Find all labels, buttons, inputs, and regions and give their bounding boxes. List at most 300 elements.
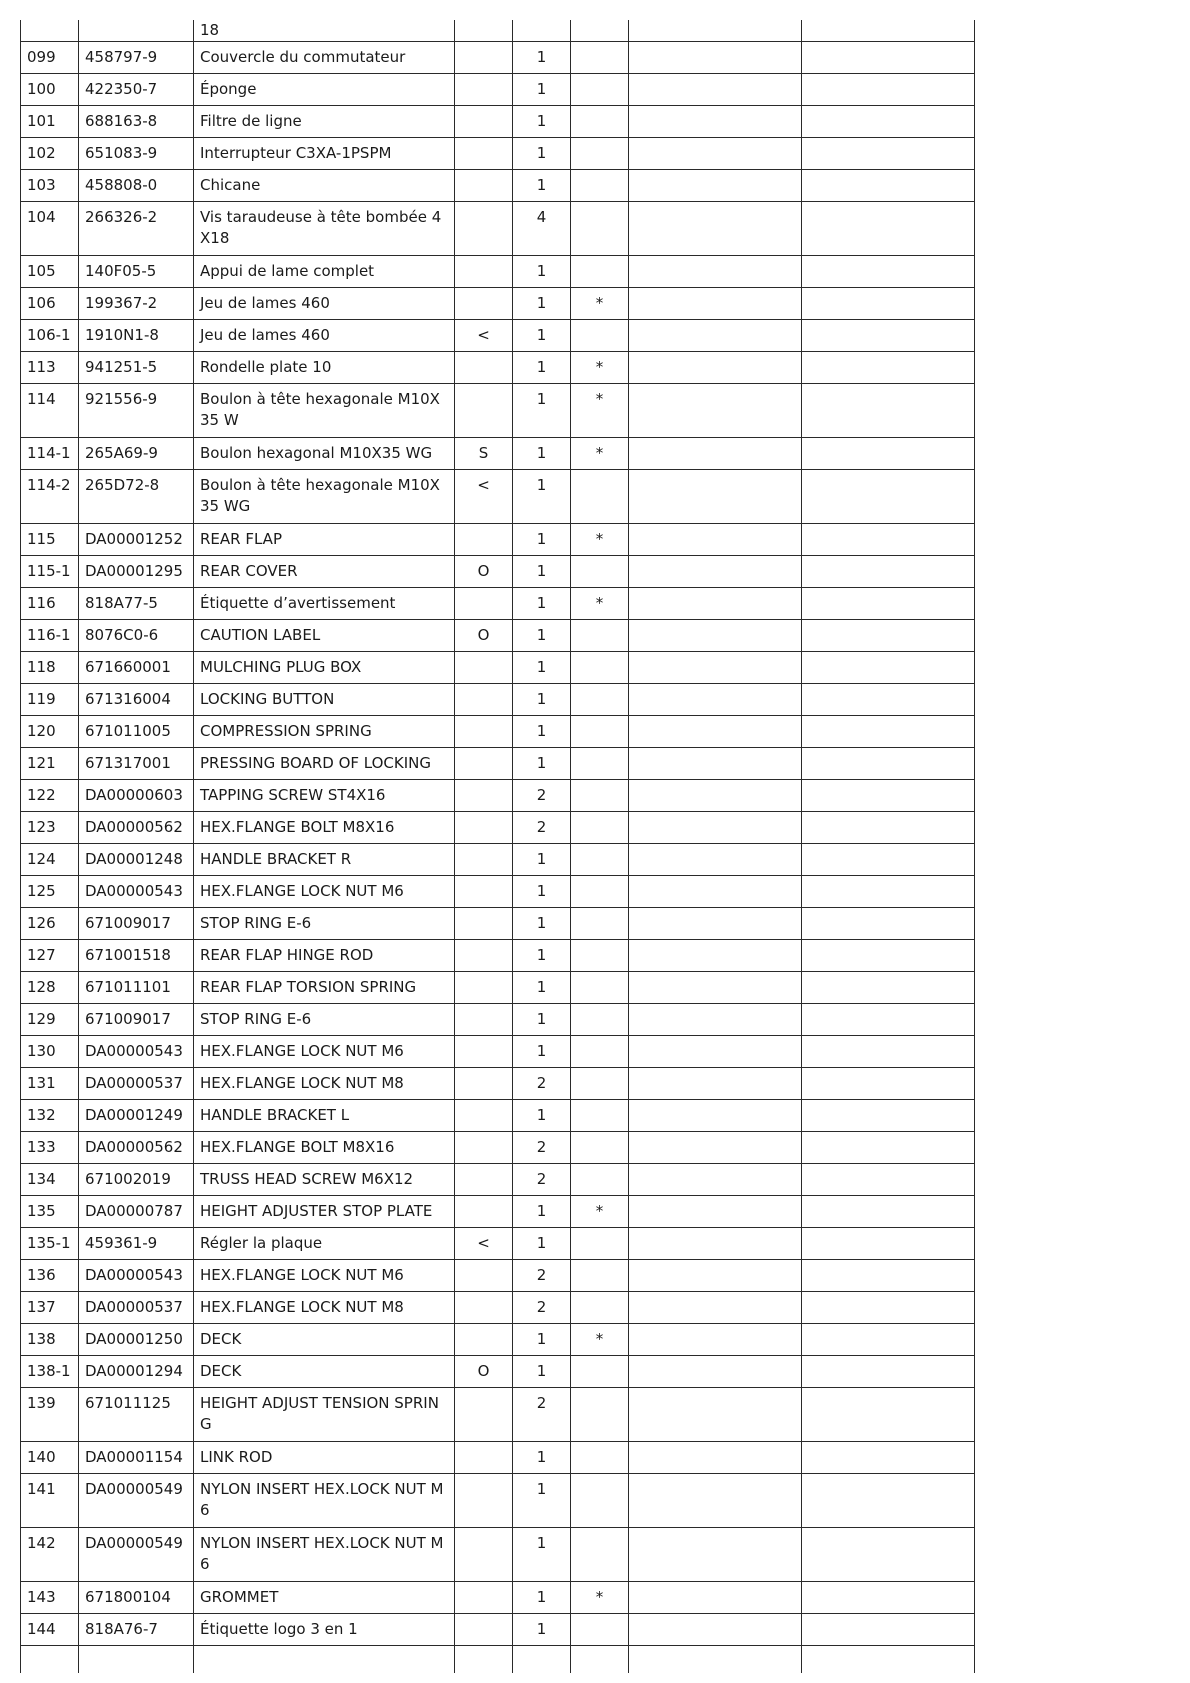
cell-no: 101 xyxy=(21,106,79,138)
cell-no: 115 xyxy=(21,524,79,556)
table-row xyxy=(21,908,975,940)
cell-desc: Jeu de lames 460 xyxy=(194,320,455,352)
cell-extra-1 xyxy=(629,1292,802,1324)
cell-mark xyxy=(571,684,629,716)
cell-extra-2 xyxy=(802,170,975,202)
cell-no: 129 xyxy=(21,1004,79,1036)
cell-desc: 18 xyxy=(194,20,455,42)
cell-desc: HEX.FLANGE LOCK NUT M6 xyxy=(194,876,455,908)
cell-desc: REAR FLAP xyxy=(194,524,455,556)
cell-extra-2 xyxy=(802,1388,975,1442)
cell-desc: Régler la plaque xyxy=(194,1228,455,1260)
cell-desc: TAPPING SCREW ST4X16 xyxy=(194,780,455,812)
cell-mark xyxy=(571,256,629,288)
cell-qty: 1 xyxy=(513,384,571,438)
table-row xyxy=(21,1292,975,1324)
cell-extra-1 xyxy=(629,588,802,620)
cell-qty: 2 xyxy=(513,1292,571,1324)
cell-extra-2 xyxy=(802,384,975,438)
cell-desc: NYLON INSERT HEX.LOCK NUT M6 xyxy=(194,1474,455,1528)
cell-chg xyxy=(455,170,513,202)
cell-extra-1 xyxy=(629,170,802,202)
cell-chg xyxy=(455,1036,513,1068)
cell-extra-2 xyxy=(802,138,975,170)
cell-no: 102 xyxy=(21,138,79,170)
cell-part: DA00001154 xyxy=(79,1442,194,1474)
cell-mark xyxy=(571,20,629,42)
cell-chg xyxy=(455,1164,513,1196)
table-row xyxy=(21,876,975,908)
table-row xyxy=(21,470,975,524)
cell-part: 140F05-5 xyxy=(79,256,194,288)
cell-no: 114 xyxy=(21,384,79,438)
cell-mark xyxy=(571,106,629,138)
cell-extra-1 xyxy=(629,1036,802,1068)
cell-extra-2 xyxy=(802,588,975,620)
cell-no: 119 xyxy=(21,684,79,716)
cell-no: 123 xyxy=(21,812,79,844)
table-row xyxy=(21,812,975,844)
cell-extra-2 xyxy=(802,1132,975,1164)
table-row xyxy=(21,556,975,588)
cell-desc: REAR FLAP TORSION SPRING xyxy=(194,972,455,1004)
cell-no: 128 xyxy=(21,972,79,1004)
cell-mark xyxy=(571,940,629,972)
cell-chg xyxy=(455,1388,513,1442)
cell-desc: LINK ROD xyxy=(194,1442,455,1474)
cell-desc: Couvercle du commutateur xyxy=(194,42,455,74)
parts-list-body xyxy=(21,20,975,1673)
cell-mark xyxy=(571,1292,629,1324)
cell-extra-2 xyxy=(802,1474,975,1528)
cell-part: 941251-5 xyxy=(79,352,194,384)
cell-extra-2 xyxy=(802,1356,975,1388)
cell-part: DA00000549 xyxy=(79,1528,194,1582)
cell-qty: 2 xyxy=(513,780,571,812)
cell-chg xyxy=(455,138,513,170)
cell-qty: 1 xyxy=(513,1442,571,1474)
cell-no: 124 xyxy=(21,844,79,876)
cell-chg xyxy=(455,42,513,74)
cell-chg xyxy=(455,972,513,1004)
table-row xyxy=(21,1528,975,1582)
cell-qty: 1 xyxy=(513,74,571,106)
table-row xyxy=(21,620,975,652)
table-row xyxy=(21,588,975,620)
cell-part: 651083-9 xyxy=(79,138,194,170)
table-row xyxy=(21,1324,975,1356)
cell-part: DA00000543 xyxy=(79,1036,194,1068)
cell-mark xyxy=(571,556,629,588)
cell-chg xyxy=(455,1260,513,1292)
cell-qty: 4 xyxy=(513,202,571,256)
cell-qty: 1 xyxy=(513,588,571,620)
cell-extra-2 xyxy=(802,876,975,908)
cell-extra-2 xyxy=(802,940,975,972)
cell-mark xyxy=(571,780,629,812)
table-row xyxy=(21,202,975,256)
cell-extra-1 xyxy=(629,1356,802,1388)
cell-part: DA00000562 xyxy=(79,812,194,844)
cell-part: 199367-2 xyxy=(79,288,194,320)
cell-chg xyxy=(455,684,513,716)
table-row xyxy=(21,972,975,1004)
cell-part: 422350-7 xyxy=(79,74,194,106)
cell-desc: GROMMET xyxy=(194,1582,455,1614)
cell-chg xyxy=(455,352,513,384)
cell-qty: 1 xyxy=(513,1036,571,1068)
cell-chg xyxy=(455,844,513,876)
cell-extra-2 xyxy=(802,1292,975,1324)
cell-part: 458797-9 xyxy=(79,42,194,74)
table-row xyxy=(21,352,975,384)
cell-empty xyxy=(571,1646,629,1674)
cell-extra-2 xyxy=(802,1582,975,1614)
cell-part: DA00001249 xyxy=(79,1100,194,1132)
table-row xyxy=(21,106,975,138)
cell-chg xyxy=(455,1004,513,1036)
cell-desc: REAR FLAP HINGE ROD xyxy=(194,940,455,972)
cell-mark xyxy=(571,1228,629,1260)
table-row xyxy=(21,1068,975,1100)
cell-chg: O xyxy=(455,1356,513,1388)
cell-part xyxy=(79,20,194,42)
cell-extra-2 xyxy=(802,106,975,138)
cell-desc: CAUTION LABEL xyxy=(194,620,455,652)
table-row xyxy=(21,1388,975,1442)
cell-no: 141 xyxy=(21,1474,79,1528)
cell-no: 142 xyxy=(21,1528,79,1582)
cell-chg xyxy=(455,1100,513,1132)
cell-extra-1 xyxy=(629,1196,802,1228)
cell-desc: LOCKING BUTTON xyxy=(194,684,455,716)
cell-no: 115-1 xyxy=(21,556,79,588)
cell-mark xyxy=(571,876,629,908)
cell-extra-2 xyxy=(802,256,975,288)
cell-mark xyxy=(571,1164,629,1196)
cell-extra-2 xyxy=(802,320,975,352)
cell-desc: Étiquette logo 3 en 1 xyxy=(194,1614,455,1646)
cell-mark xyxy=(571,1004,629,1036)
cell-part: 458808-0 xyxy=(79,170,194,202)
cell-desc: Boulon hexagonal M10X35 WG xyxy=(194,438,455,470)
cell-empty xyxy=(21,1646,79,1674)
cell-no: 138-1 xyxy=(21,1356,79,1388)
cell-extra-1 xyxy=(629,1004,802,1036)
cell-qty: 1 xyxy=(513,470,571,524)
cell-part: DA00000787 xyxy=(79,1196,194,1228)
cell-extra-1 xyxy=(629,524,802,556)
cell-qty: 1 xyxy=(513,106,571,138)
cell-empty xyxy=(455,1646,513,1674)
cell-mark xyxy=(571,1474,629,1528)
cell-chg xyxy=(455,106,513,138)
cell-qty: 1 xyxy=(513,288,571,320)
cell-mark xyxy=(571,812,629,844)
cell-no: 125 xyxy=(21,876,79,908)
cell-mark: * xyxy=(571,1324,629,1356)
cell-extra-1 xyxy=(629,470,802,524)
cell-mark xyxy=(571,170,629,202)
cell-part: 266326-2 xyxy=(79,202,194,256)
cell-extra-2 xyxy=(802,972,975,1004)
cell-extra-2 xyxy=(802,470,975,524)
cell-extra-1 xyxy=(629,908,802,940)
cell-desc: REAR COVER xyxy=(194,556,455,588)
cell-extra-2 xyxy=(802,1164,975,1196)
cell-qty: 1 xyxy=(513,684,571,716)
cell-extra-2 xyxy=(802,620,975,652)
cell-desc: MULCHING PLUG BOX xyxy=(194,652,455,684)
cell-no: 138 xyxy=(21,1324,79,1356)
cell-mark: * xyxy=(571,352,629,384)
cell-chg xyxy=(455,1528,513,1582)
cell-desc: Interrupteur C3XA-1PSPM xyxy=(194,138,455,170)
cell-extra-1 xyxy=(629,438,802,470)
cell-qty: 1 xyxy=(513,1196,571,1228)
cell-qty: 1 xyxy=(513,1228,571,1260)
cell-qty: 2 xyxy=(513,812,571,844)
cell-chg: < xyxy=(455,320,513,352)
table-row xyxy=(21,652,975,684)
cell-no: 106-1 xyxy=(21,320,79,352)
cell-chg xyxy=(455,1324,513,1356)
cell-desc: DECK xyxy=(194,1324,455,1356)
cell-empty xyxy=(79,1646,194,1674)
cell-extra-1 xyxy=(629,1228,802,1260)
cell-extra-1 xyxy=(629,352,802,384)
cell-mark xyxy=(571,1356,629,1388)
cell-mark xyxy=(571,202,629,256)
cell-extra-1 xyxy=(629,1388,802,1442)
cell-mark xyxy=(571,138,629,170)
cell-extra-1 xyxy=(629,256,802,288)
cell-desc: COMPRESSION SPRING xyxy=(194,716,455,748)
cell-qty: 1 xyxy=(513,1356,571,1388)
cell-part: DA00001248 xyxy=(79,844,194,876)
cell-extra-2 xyxy=(802,716,975,748)
cell-qty: 1 xyxy=(513,748,571,780)
cell-desc: HEX.FLANGE LOCK NUT M6 xyxy=(194,1260,455,1292)
cell-part: 671011005 xyxy=(79,716,194,748)
cell-desc: HEX.FLANGE LOCK NUT M6 xyxy=(194,1036,455,1068)
cell-chg xyxy=(455,202,513,256)
cell-extra-2 xyxy=(802,42,975,74)
cell-desc: DECK xyxy=(194,1356,455,1388)
cell-extra-1 xyxy=(629,652,802,684)
cell-qty: 1 xyxy=(513,1582,571,1614)
cell-desc: HEX.FLANGE BOLT M8X16 xyxy=(194,812,455,844)
cell-mark xyxy=(571,1528,629,1582)
cell-extra-2 xyxy=(802,1004,975,1036)
cell-extra-2 xyxy=(802,202,975,256)
cell-qty: 1 xyxy=(513,1474,571,1528)
cell-mark: * xyxy=(571,524,629,556)
table-row xyxy=(21,1196,975,1228)
cell-no: 126 xyxy=(21,908,79,940)
cell-qty: 1 xyxy=(513,908,571,940)
cell-mark xyxy=(571,972,629,1004)
cell-desc: Boulon à tête hexagonale M10X35 WG xyxy=(194,470,455,524)
cell-no: 105 xyxy=(21,256,79,288)
cell-qty: 1 xyxy=(513,438,571,470)
cell-part: 671316004 xyxy=(79,684,194,716)
cell-qty: 2 xyxy=(513,1388,571,1442)
cell-part: 1910N1-8 xyxy=(79,320,194,352)
table-row xyxy=(21,748,975,780)
cell-chg xyxy=(455,1132,513,1164)
cell-part: 671317001 xyxy=(79,748,194,780)
cell-desc: Filtre de ligne xyxy=(194,106,455,138)
cell-part: 688163-8 xyxy=(79,106,194,138)
cell-part: 671002019 xyxy=(79,1164,194,1196)
cell-no: 135 xyxy=(21,1196,79,1228)
cell-qty: 2 xyxy=(513,1132,571,1164)
cell-mark xyxy=(571,470,629,524)
cell-extra-1 xyxy=(629,1164,802,1196)
cell-no: 104 xyxy=(21,202,79,256)
cell-desc: PRESSING BOARD OF LOCKING xyxy=(194,748,455,780)
cell-extra-1 xyxy=(629,202,802,256)
cell-extra-2 xyxy=(802,652,975,684)
cell-chg xyxy=(455,1196,513,1228)
cell-extra-1 xyxy=(629,620,802,652)
cell-mark xyxy=(571,1132,629,1164)
cell-mark xyxy=(571,1036,629,1068)
cell-extra-2 xyxy=(802,780,975,812)
cell-mark xyxy=(571,908,629,940)
cell-mark xyxy=(571,748,629,780)
cell-extra-1 xyxy=(629,42,802,74)
cell-part: 459361-9 xyxy=(79,1228,194,1260)
continued-row xyxy=(21,20,975,42)
cell-mark: * xyxy=(571,438,629,470)
cell-extra-1 xyxy=(629,684,802,716)
cell-mark: * xyxy=(571,384,629,438)
cell-empty xyxy=(802,1646,975,1674)
table-row xyxy=(21,1164,975,1196)
cell-extra-2 xyxy=(802,438,975,470)
cell-extra-2 xyxy=(802,844,975,876)
cell-qty: 1 xyxy=(513,652,571,684)
cell-mark: * xyxy=(571,288,629,320)
cell-mark xyxy=(571,620,629,652)
cell-chg: S xyxy=(455,438,513,470)
cell-no: 100 xyxy=(21,74,79,106)
cell-qty: 2 xyxy=(513,1068,571,1100)
cell-extra-1 xyxy=(629,106,802,138)
cell-qty: 1 xyxy=(513,1004,571,1036)
cell-part: 671009017 xyxy=(79,1004,194,1036)
cell-extra-2 xyxy=(802,1228,975,1260)
cell-no: 114-1 xyxy=(21,438,79,470)
table-row xyxy=(21,1614,975,1646)
cell-chg: O xyxy=(455,620,513,652)
cell-mark: * xyxy=(571,1582,629,1614)
cell-qty: 1 xyxy=(513,844,571,876)
cell-desc: Jeu de lames 460 xyxy=(194,288,455,320)
cell-extra-1 xyxy=(629,1582,802,1614)
cell-qty: 1 xyxy=(513,42,571,74)
cell-part: 671001518 xyxy=(79,940,194,972)
cell-mark xyxy=(571,716,629,748)
parts-list-table xyxy=(20,20,975,1673)
cell-extra-1 xyxy=(629,1132,802,1164)
cell-qty: 1 xyxy=(513,1324,571,1356)
cell-extra-1 xyxy=(629,1100,802,1132)
cell-extra-1 xyxy=(629,138,802,170)
cell-chg xyxy=(455,716,513,748)
cell-mark xyxy=(571,1442,629,1474)
cell-extra-1 xyxy=(629,1528,802,1582)
cell-no: 133 xyxy=(21,1132,79,1164)
cell-no xyxy=(21,20,79,42)
cell-desc: HEIGHT ADJUSTER STOP PLATE xyxy=(194,1196,455,1228)
cell-part: DA00000537 xyxy=(79,1068,194,1100)
cell-chg xyxy=(455,256,513,288)
continued-row-bottom xyxy=(21,1646,975,1674)
cell-extra-1 xyxy=(629,74,802,106)
cell-qty: 1 xyxy=(513,620,571,652)
cell-part: 671011101 xyxy=(79,972,194,1004)
table-row xyxy=(21,1036,975,1068)
cell-extra-2 xyxy=(802,908,975,940)
cell-part: DA00000543 xyxy=(79,876,194,908)
cell-desc: HANDLE BRACKET R xyxy=(194,844,455,876)
table-row xyxy=(21,1442,975,1474)
cell-chg xyxy=(455,940,513,972)
table-row xyxy=(21,524,975,556)
cell-qty: 1 xyxy=(513,352,571,384)
cell-no: 116-1 xyxy=(21,620,79,652)
table-row xyxy=(21,138,975,170)
cell-chg xyxy=(455,652,513,684)
cell-extra-2 xyxy=(802,1324,975,1356)
table-row xyxy=(21,1100,975,1132)
cell-part: DA00000603 xyxy=(79,780,194,812)
cell-no: 132 xyxy=(21,1100,79,1132)
cell-part: DA00000549 xyxy=(79,1474,194,1528)
cell-extra-2 xyxy=(802,1260,975,1292)
cell-desc: Éponge xyxy=(194,74,455,106)
cell-chg xyxy=(455,1474,513,1528)
cell-extra-2 xyxy=(802,1528,975,1582)
cell-extra-1 xyxy=(629,716,802,748)
cell-chg xyxy=(455,524,513,556)
cell-empty xyxy=(629,1646,802,1674)
cell-extra-2 xyxy=(802,1442,975,1474)
cell-extra-1 xyxy=(629,876,802,908)
table-row xyxy=(21,1132,975,1164)
cell-no: 140 xyxy=(21,1442,79,1474)
cell-extra-1 xyxy=(629,384,802,438)
cell-mark xyxy=(571,320,629,352)
cell-chg xyxy=(455,1292,513,1324)
cell-desc: Rondelle plate 10 xyxy=(194,352,455,384)
cell-part: 921556-9 xyxy=(79,384,194,438)
cell-chg xyxy=(455,74,513,106)
cell-part: 265D72-8 xyxy=(79,470,194,524)
cell-qty: 2 xyxy=(513,1164,571,1196)
cell-desc: NYLON INSERT HEX.LOCK NUT M6 xyxy=(194,1528,455,1582)
cell-no: 127 xyxy=(21,940,79,972)
cell-chg xyxy=(455,1442,513,1474)
cell-chg xyxy=(455,908,513,940)
table-row xyxy=(21,940,975,972)
cell-part: 8076C0-6 xyxy=(79,620,194,652)
cell-mark: * xyxy=(571,588,629,620)
cell-no: 130 xyxy=(21,1036,79,1068)
